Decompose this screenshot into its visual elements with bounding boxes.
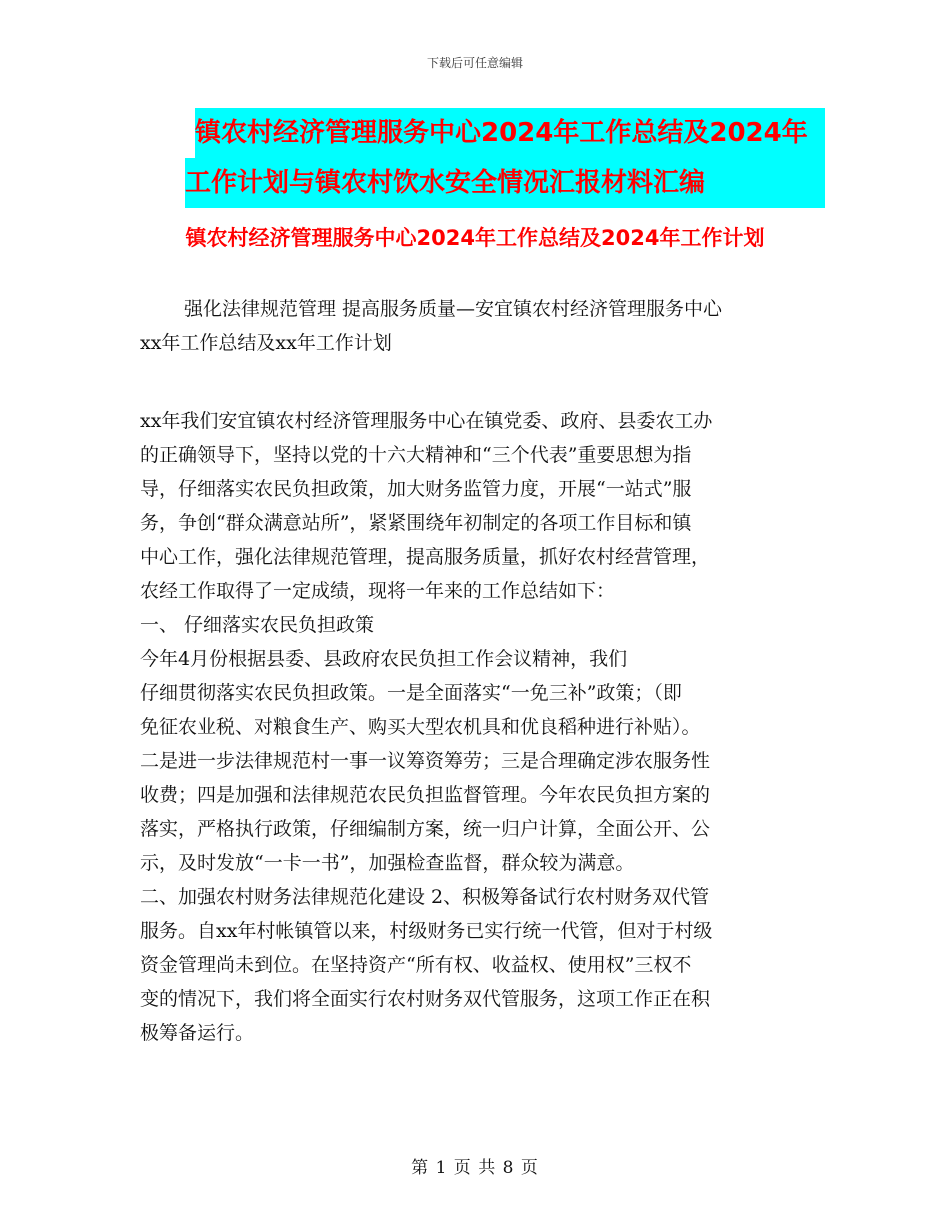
body-line: 资金管理尚未到位。在坚持资产“所有权、收益权、使用权”三权不 (140, 954, 692, 976)
body-content (140, 404, 820, 1050)
subtitle-line: xx年工作总结及xx年工作计划 (140, 332, 392, 354)
subtitle-block (140, 292, 820, 360)
body-line: 今年4月份根据县委、县政府农民负担工作会议精神，我们 (140, 648, 628, 670)
body-line: 导，仔细落实农民负担政策，加大财务监管力度，开展“一站式”服 (140, 478, 692, 500)
body-line: 二是进一步法律规范村一事一议筹资筹劳；三是合理确定涉农服务性 (140, 750, 711, 772)
section-title: 镇农村经济管理服务中心2024年工作总结及2024年工作计划 (185, 226, 765, 250)
body-line: 免征农业税、对粮食生产、购买大型农机具和优良稻种进行补贴）。 (140, 716, 701, 738)
body-line: 务，争创“群众满意站所”，紧紧围绕年初制定的各项工作目标和镇 (140, 512, 692, 534)
body-line: 示，及时发放“一卡一书”，加强检查监督，群众较为满意。 (140, 852, 635, 874)
body-line: 落实，严格执行政策，仔细编制方案，统一归户计算，全面公开、公 (140, 818, 711, 840)
body-line: 中心工作，强化法律规范管理，提高服务质量，抓好农村经营管理， (140, 546, 711, 568)
body-line: 仔细贯彻落实农民负担政策。一是全面落实“一免三补”政策；（即 (140, 682, 682, 704)
body-line: 农经工作取得了一定成绩，现将一年来的工作总结如下： (140, 580, 616, 602)
document-title (185, 108, 825, 208)
document-title-line-1: 镇农村经济管理服务中心2024年工作总结及2024年 (195, 118, 808, 148)
document-title-line-2: 工作计划与镇农村饮水安全情况汇报材料汇编 (185, 168, 706, 198)
body-line: 收费；四是加强和法律规范农民负担监督管理。今年农民负担方案的 (140, 784, 711, 806)
body-line: 变的情况下，我们将全面实行农村财务双代管服务，这项工作正在积 (140, 988, 711, 1010)
body-line: 的正确领导下，坚持以党的十六大精神和“三个代表”重要思想为指 (140, 444, 692, 466)
section-heading-1: 一、 仔细落实农民负担政策 (140, 614, 375, 636)
subtitle-line: 强化法律规范管理 提高服务质量—安宜镇农村经济管理服务中心 (184, 298, 723, 320)
section-heading-2: 二、加强农村财务法律规范化建设 2、积极筹备试行农村财务双代管 (140, 886, 710, 908)
body-line: 极筹备运行。 (140, 1022, 255, 1044)
body-line: xx年我们安宜镇农村经济管理服务中心在镇党委、政府、县委农工办 (140, 410, 713, 432)
header-note: 下载后可任意编辑 (426, 56, 523, 70)
body-line: 服务。自xx年村帐镇管以来，村级财务已实行统一代管，但对于村级 (140, 920, 713, 942)
page-footer: 第 1 页 共 8 页 (411, 1158, 539, 1178)
